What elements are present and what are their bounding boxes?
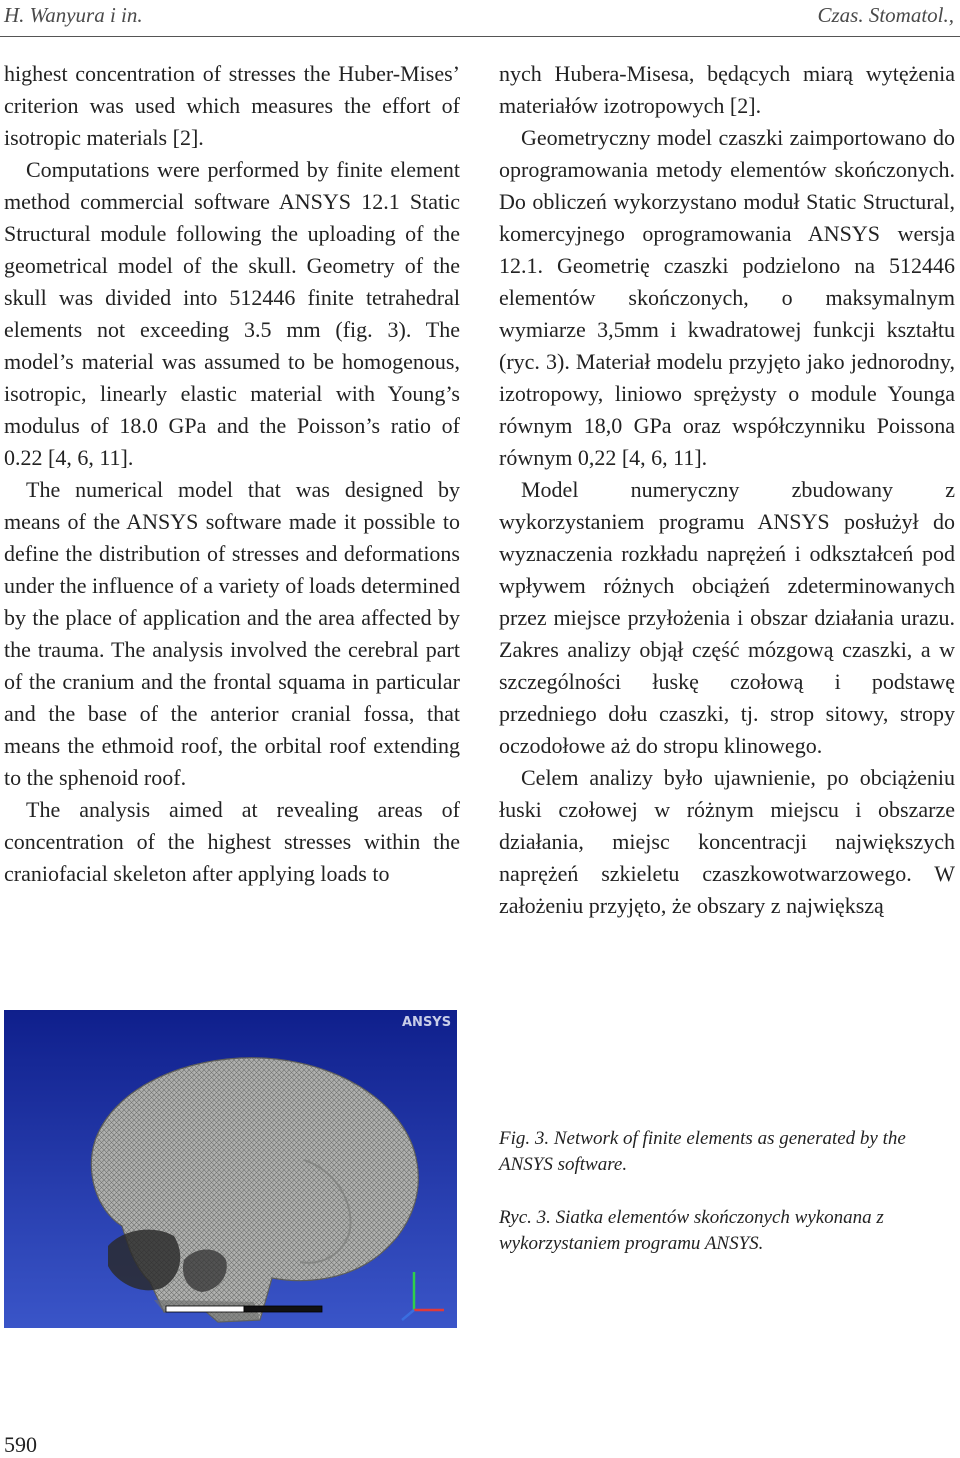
english-text-column: [4, 58, 460, 890]
paragraph: nych Hubera-Misesa, będących miarą wytężenia materiałów izotropowych [2].: [499, 61, 955, 118]
paragraph: Celem analizy było ujawnienie, po obciążeniu łuski czołowej w różnym miejscu i obszarze działania, miejsc koncentracji największych naprężeń szkieletu czaszkowotwarzowego. W założeniu przyjęto, że obszary z największą: [499, 765, 955, 918]
running-head-journal: Czas. Stomatol.,: [817, 3, 954, 27]
header-rule: [0, 36, 960, 37]
paragraph: Model numeryczny zbudowany z wykorzystaniem programu ANSYS posłużył do wyznaczenia rozkładu naprężeń i odkształceń pod wpływem różnych obciążeń zdeterminowanych przez miejsce przyłożenia i obszar działania urazu. Zakres analizy objął część mózgową czaszki, a w szczególności łuskę czołową i podstawę przedniego dołu czaszki, tj. strop sitowy, stropy oczodołowe aż do stropu klinowego.: [499, 477, 955, 758]
ansys-logo: ANSYS: [402, 1015, 452, 1030]
paragraph: Geometryczny model czaszki zaimportowano do oprogramowania metody elementów skończonych. Do obliczeń wykorzystano moduł Static Structural, komercyjnego oprogramowania ANSYS wersja 12.1. Geometrię czaszki podzielono na 512446 elementów skończonych, o maksymalnym wymiarze 3,5mm i kwadratowej funkcji kształtu (ryc. 3). Materiał modelu przyjęto jako jednorodny, izotropowy, liniowo sprężysty o module Younga równym 18,0 GPa oraz współczynniku Poissona równym 0,22 [4, 6, 11].: [499, 125, 955, 470]
paragraph: highest concentration of stresses the Huber-Mises’ criterion was used which measures the effort of isotropic materials [2].: [4, 61, 460, 150]
page-number: 590: [4, 1432, 37, 1457]
figure-caption-english: Fig. 3. Network of finite elements as generated by the ANSYS software.: [499, 1128, 906, 1175]
polish-text-column: [499, 58, 955, 922]
figure-caption-polish: Ryc. 3. Siatka elementów skończonych wykonana z wykorzystaniem programu ANSYS.: [499, 1207, 884, 1254]
skull-mesh-figure: [4, 1010, 457, 1328]
scale-bar: [166, 1306, 322, 1312]
running-head-authors: H. Wanyura i in.: [4, 3, 143, 27]
paragraph: The analysis aimed at revealing areas of concentration of the highest stresses within the craniofacial skeleton after applying loads to: [4, 797, 460, 886]
skull-mesh-image: [4, 1010, 457, 1328]
paragraph: The numerical model that was designed by means of the ANSYS software made it possible to define the distribution of stresses and deformations under the influence of a variety of loads determined by the place of application and the area affected by the trauma. The analysis involved the cerebral part of the cranium and the frontal squama in particular and the base of the anterior cranial fossa, that means the ethmoid roof, the orbital roof extending to the sphenoid roof.: [4, 477, 460, 790]
paragraph: Computations were performed by finite element method commercial software ANSYS 12.1 Static Structural module following the uploading of the geometrical model of the skull. Geometry of the skull was divided into 512446 finite tetrahedral elements not exceeding 3.5 mm (fig. 3). The model’s material was assumed to be homogenous, isotropic, linearly elastic material with Young’s modulus of 18.0 GPa and the Poisson’s ratio of 0.22 [4, 6, 11].: [4, 157, 460, 470]
